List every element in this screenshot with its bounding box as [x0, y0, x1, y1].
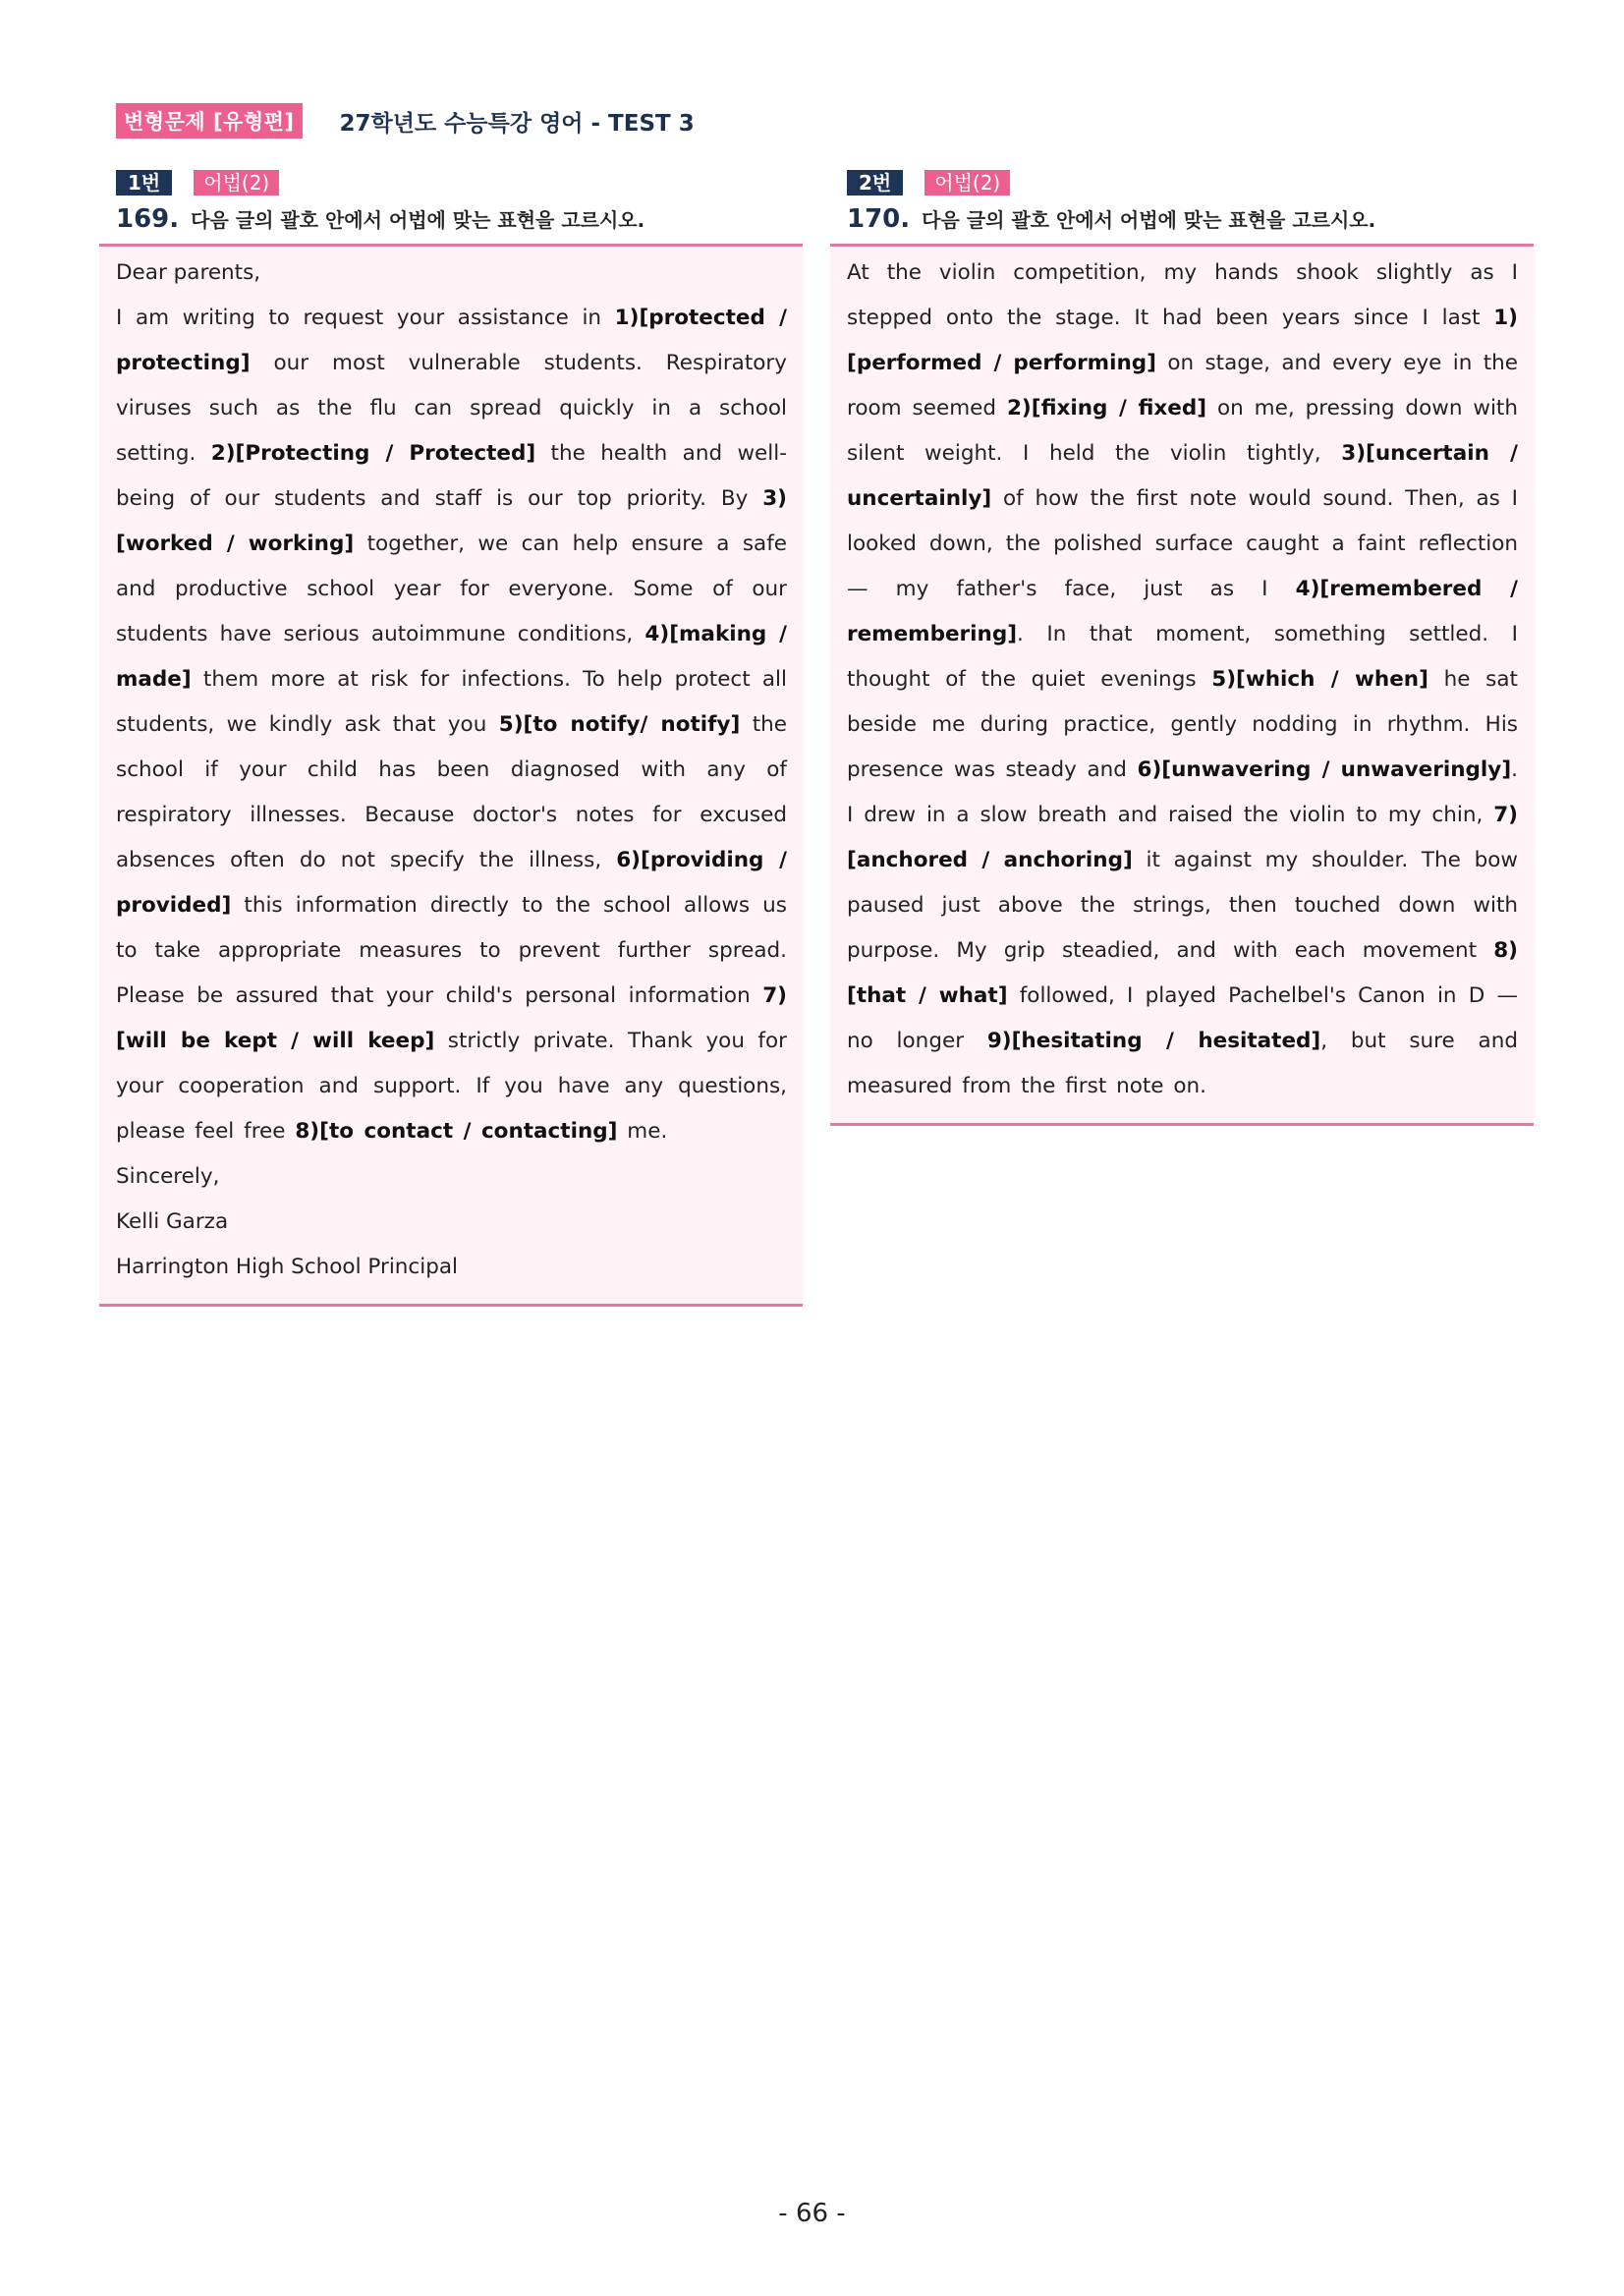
question-instruction: 다음 글의 괄호 안에서 어법에 맞는 표현을 고르시오.: [922, 208, 1376, 232]
text-run: me.: [617, 1119, 668, 1144]
text-run: the health and well-being of our students and staff is our top priority. By: [116, 441, 787, 511]
passage-text: [847, 251, 1518, 1109]
text-run: it against my shoulder. The bow paused just above the strings, then touched down with purpose. My grip steadied, and with each movement: [847, 848, 1518, 963]
text-run: I am writing to request your assistance in: [116, 306, 615, 330]
signer-name: Kelli Garza: [116, 1209, 229, 1234]
page-header: [116, 104, 695, 138]
passage-box: [99, 244, 803, 1307]
grammar-choice-3: 3)[worked / working]: [116, 486, 787, 556]
grammar-choice-7: 7)[will be kept / will keep]: [116, 983, 787, 1053]
text-run: the school if your child has been diagnosed with any of respiratory illnesses. Because doctor's notes for excused absences often do not specify the illness,: [116, 712, 787, 872]
section-badge: 변형문제 [유형편]: [116, 103, 303, 139]
grammar-choice-7: 7)[anchored / anchoring]: [847, 803, 1518, 872]
grammar-choice-3: 3)[uncertain / uncertainly]: [847, 441, 1519, 511]
text-run: . In that moment, something settled. I thought of the quiet evenings: [847, 622, 1518, 692]
question-number-badge: 2번: [847, 170, 903, 196]
text-run: them more at risk for infections. To help protect all students, we kindly ask that you: [116, 667, 787, 737]
grammar-choice-4: 4)[remembered / remembering]: [847, 577, 1519, 646]
grammar-choice-1: 1)[performed / performing]: [847, 306, 1518, 375]
grammar-choice-8: 8)[that / what]: [847, 938, 1518, 1008]
passage-box: [830, 244, 1534, 1126]
closing: Sincerely,: [116, 1164, 220, 1189]
text-run: At the violin competition, my hands shook slightly as I stepped onto the stage. It had been years since I last: [847, 260, 1518, 330]
question-170: [830, 169, 1534, 1126]
text-run: our most vulnerable students. Respiratory viruses such as the flu can spread quickly in a school setting.: [116, 351, 787, 466]
signer-title: Harrington High School Principal: [116, 1255, 459, 1279]
text-run: strictly private. Thank you for your cooperation and support. If you have any questions, please feel free: [116, 1029, 787, 1144]
question-number: 169.: [116, 204, 180, 234]
grammar-choice-2: 2)[fixing / fixed]: [1006, 396, 1207, 420]
category-badge: 어법(2): [924, 170, 1010, 196]
grammar-choice-5: 5)[which / when]: [1211, 667, 1428, 692]
text-run: this information directly to the school allows us to take appropriate measures to prevent further spread. Please be assured that your child's personal information: [116, 893, 787, 1008]
text-run: of how the first note would sound. Then, as I looked down, the polished surface caught a faint reflection — my father's face, just as I: [847, 486, 1518, 601]
question-169: [99, 169, 803, 1307]
page-number: - 66 -: [778, 2199, 846, 2228]
test-title: 27학년도 수능특강 영어 - TEST 3: [339, 110, 695, 137]
text-run: , but sure and measured from the first note on.: [847, 1029, 1518, 1098]
question-number: 170.: [847, 204, 911, 234]
grammar-choice-9: 9)[hesitating / hesitated]: [986, 1029, 1321, 1053]
salutation: Dear parents,: [116, 260, 261, 285]
text-run: followed, I played Pachelbel's Canon in D — no longer: [847, 983, 1518, 1053]
category-badge: 어법(2): [194, 170, 279, 196]
grammar-choice-4: 4)[making / made]: [116, 622, 787, 692]
question-instruction: 다음 글의 괄호 안에서 어법에 맞는 표현을 고르시오.: [191, 208, 645, 232]
text-run: on me, pressing down with silent weight. I held the violin tightly,: [847, 396, 1518, 466]
grammar-choice-6: 6)[providing / provided]: [116, 848, 787, 918]
question-number-badge: 1번: [116, 170, 172, 196]
text-run: . I drew in a slow breath and raised the violin to my chin,: [847, 757, 1518, 827]
grammar-choice-6: 6)[unwavering / unwaveringly]: [1137, 757, 1512, 782]
text-run: on stage, and every eye in the room seemed: [847, 351, 1518, 420]
grammar-choice-5: 5)[to notify/ notify]: [498, 712, 741, 737]
grammar-choice-1: 1)[protected / protecting]: [116, 306, 787, 375]
passage-text: [116, 296, 787, 1154]
grammar-choice-8: 8)[to contact / contacting]: [295, 1119, 618, 1144]
text-run: he sat beside me during practice, gently nodding in rhythm. His presence was steady and: [847, 667, 1518, 782]
text-run: together, we can help ensure a safe and productive school year for everyone. Some of our students have serious autoimmune conditions,: [116, 532, 787, 646]
grammar-choice-2: 2)[Protecting / Protected]: [210, 441, 536, 466]
